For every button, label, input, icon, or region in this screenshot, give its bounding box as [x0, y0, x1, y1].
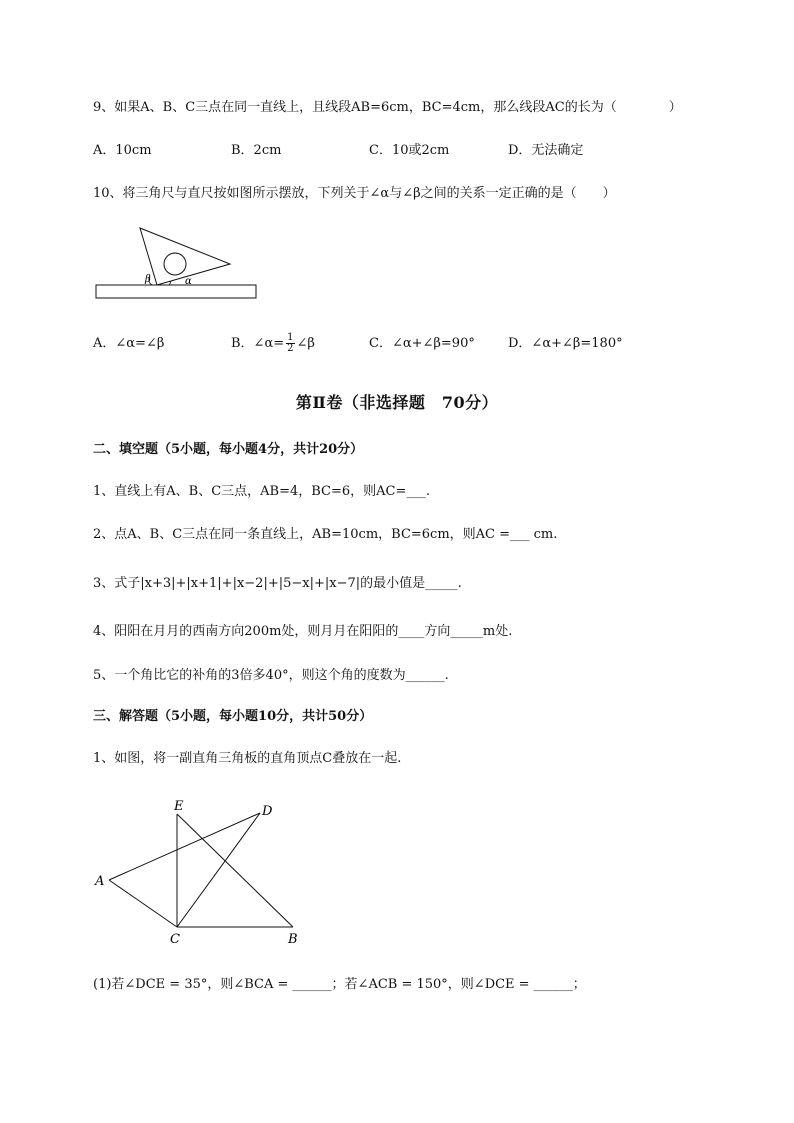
triangle-ruler-figure [93, 222, 263, 304]
fill-item-5: 5、一个角比它的补角的3倍多40°，则这个角的度数为______. [93, 668, 449, 683]
option-c: C．∠α+∠β=90° [369, 336, 475, 351]
two-set-squares-figure [93, 797, 308, 952]
solve-question-1-part-1: (1)若∠DCE = 35°，则∠BCA = ______；若∠ACB = 150°，则∠DCE = ______； [93, 977, 586, 992]
label-E: E [174, 799, 184, 814]
solve-heading: 三、解答题（5小题，每小题10分，共计50分） [93, 709, 373, 724]
beta-label: β [145, 274, 151, 285]
alpha-label: α [185, 276, 192, 287]
fill-item-1: 1、直线上有A、B、C三点，AB=4，BC=6，则AC=___. [93, 484, 431, 499]
solve-question-1-text: 1、如图，将一副直角三角板的直角顶点C叠放在一起. [93, 751, 402, 766]
option-c: C．10或2cm [369, 143, 450, 158]
label-D: D [262, 804, 273, 819]
section-2-title: 第Ⅱ卷（非选择题 70分） [295, 393, 499, 412]
label-C: C [170, 932, 180, 947]
segment-AD [109, 813, 260, 880]
set-square-hole [164, 253, 186, 275]
option-a: A．∠α=∠β [93, 336, 165, 351]
question-10-options [93, 333, 693, 355]
option-d: D．∠α+∠β=180° [508, 336, 623, 351]
question-10-text: 10、将三角尺与直尺按如图所示摆放，下列关于∠α与∠β之间的关系一定正确的是（ ） [93, 186, 616, 201]
option-b: B．∠α= $\frac{1}{2}$ ∠β [231, 332, 315, 354]
fill-item-4: 4、阳阳在月月的西南方向200m处，则月月在阳阳的____方向_____m处. [93, 624, 513, 639]
option-d: D．无法确定 [508, 143, 584, 158]
fill-item-3: 3、式子|x+3|+|x+1|+|x−2|+|5−x|+|x−7|的最小值是_____. [93, 576, 462, 591]
label-B: B [288, 932, 298, 947]
segment-CD [177, 813, 260, 927]
ruler-shape [96, 285, 256, 298]
option-b: B．2cm [231, 143, 282, 158]
fill-item-2: 2、点A、B、C三点在同一条直线上，AB=10cm，BC=6cm，则AC =___ cm. [93, 527, 558, 542]
fraction-one-half: $\frac{1}{2}$ [287, 332, 294, 354]
segment-AC [109, 880, 177, 927]
question-9-text: 9、如果A、B、C三点在同一直线上，且线段AB=6cm，BC=4cm，那么线段AC的长为（ ） [93, 100, 682, 115]
segment-EB [177, 814, 293, 927]
label-A: A [95, 874, 105, 889]
fill-in-heading: 二、填空题（5小题，每小题4分，共计20分） [93, 442, 364, 457]
option-a: A．10cm [93, 143, 152, 158]
